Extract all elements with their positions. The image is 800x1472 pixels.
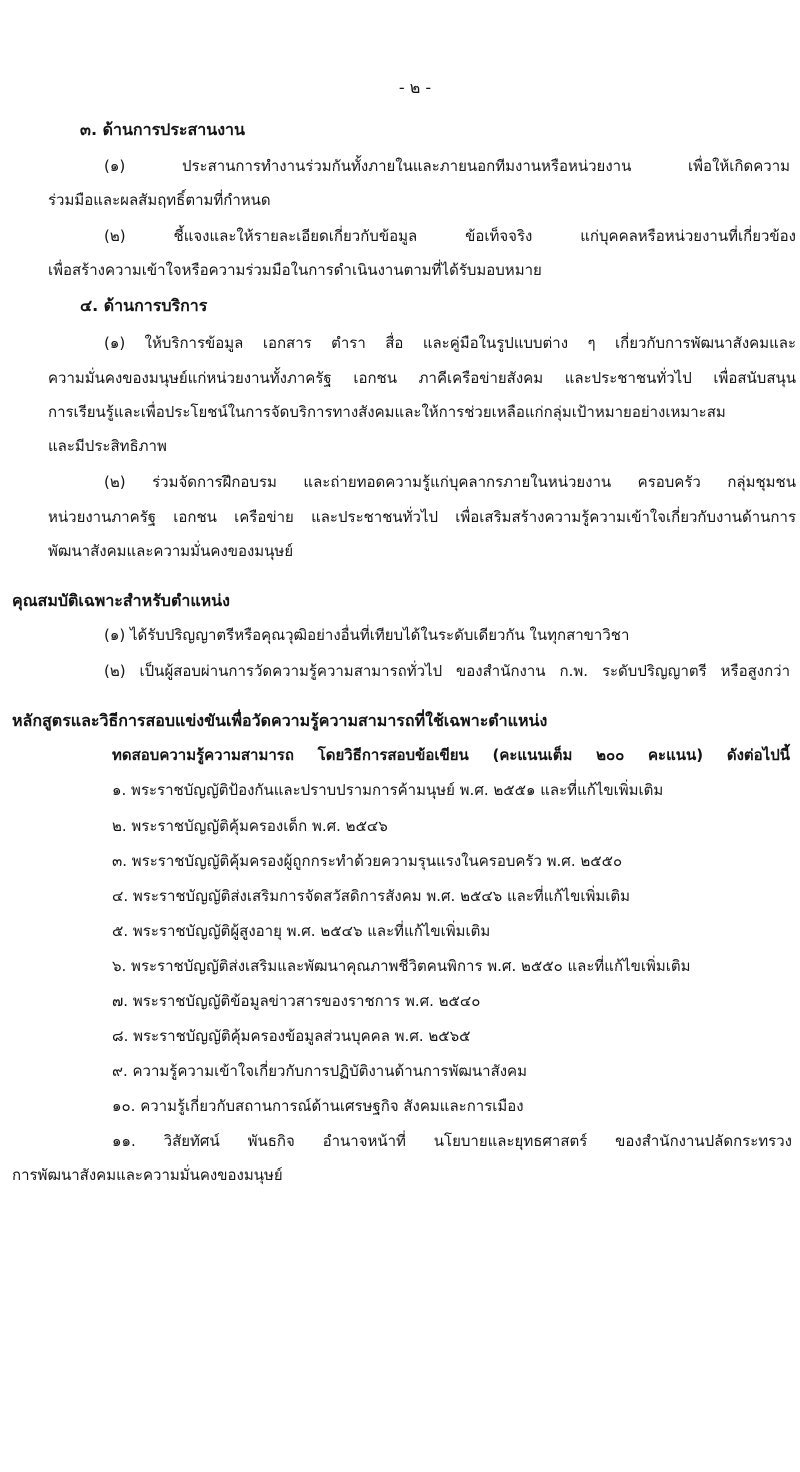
curriculum-item-10: ๑๐. ความรู้เกี่ยวกับสถานการณ์ด้านเศรษฐกิจ สังคมและการเมือง [112, 1097, 524, 1115]
curriculum-item-4: ๔. พระราชบัญญัติส่งเสริมการจัดสวัสดิการสังคม พ.ศ. ๒๕๔๖ และที่แก้ไขเพิ่มเติม [112, 887, 630, 905]
curriculum-item-9: ๙. ความรู้ความเข้าใจเกี่ยวกับการปฏิบัติงานด้านการพัฒนาสังคม [112, 1062, 527, 1080]
qualification-item-2: (๒) เป็นผู้สอบผ่านการวัดความรู้ความสามารถทั่วไป ของสำนักงาน ก.พ. ระดับปริญญาตรี หรือสูงกว่า [104, 662, 790, 680]
section-3-item-1-line-1: (๑) ประสานการทำงานร่วมกันทั้งภายในและภายนอกทีมงานหรือหน่วยงาน เพื่อให้เกิดความ [104, 157, 790, 175]
curriculum-item-1: ๑. พระราชบัญญัติป้องกันและปราบปรามการค้ามนุษย์ พ.ศ. ๒๕๕๑ และที่แก้ไขเพิ่มเติม [112, 781, 664, 799]
curriculum-item-8: ๘. พระราชบัญญัติคุ้มครองข้อมูลส่วนบุคคล พ.ศ. ๒๕๖๕ [112, 1027, 471, 1045]
section-4-heading: ๔. ด้านการบริการ [80, 296, 208, 315]
section-4-item-1-line-1: (๑) ให้บริการข้อมูล เอกสาร ตำรา สื่อ และคู่มือในรูปแบบต่าง ๆ เกี่ยวกับการพัฒนาสังคมและ [104, 334, 796, 352]
qualification-item-1: (๑) ได้รับปริญญาตรีหรือคุณวุฒิอย่างอื่นที่เทียบได้ในระดับเดียวกัน ในทุกสาขาวิชา [104, 626, 630, 644]
section-4-item-1-line-3: การเรียนรู้และเพื่อประโยชน์ในการจัดบริการทางสังคมและให้การช่วยเหลือแก่กลุ่มเป้าหมายอย่างเหมาะสม [48, 403, 726, 421]
qualifications-heading: คุณสมบัติเฉพาะสำหรับตำแหน่ง [12, 591, 230, 610]
section-4-item-1-line-4: และมีประสิทธิภาพ [48, 437, 167, 455]
section-4-item-2-line-1: (๒) ร่วมจัดการฝึกอบรม และถ่ายทอดความรู้แก่บุคลากรภายในหน่วยงาน ครอบครัว กลุ่มชุมชน [104, 473, 796, 491]
page-number: - ๒ - [398, 78, 432, 97]
curriculum-item-2: ๒. พระราชบัญญัติคุ้มครองเด็ก พ.ศ. ๒๕๔๖ [112, 817, 388, 835]
curriculum-item-3: ๓. พระราชบัญญัติคุ้มครองผู้ถูกกระทำด้วยความรุนแรงในครอบครัว พ.ศ. ๒๕๕๐ [112, 852, 623, 870]
curriculum-subheading: ทดสอบความรู้ความสามารถ โดยวิธีการสอบข้อเขียน (คะแนนเต็ม ๒๐๐ คะแนน) ดังต่อไปนี้ [112, 746, 790, 764]
section-3-item-2-line-2: เพื่อสร้างความเข้าใจหรือความร่วมมือในการดำเนินงานตามที่ได้รับมอบหมาย [48, 261, 542, 279]
section-4-item-1-line-2: ความมั่นคงของมนุษย์แก่หน่วยงานทั้งภาครัฐ เอกชน ภาคีเครือข่ายสังคม และประชาชนทั่วไป เพื่อสนับสนุน [48, 369, 796, 387]
section-4-item-2-line-2: หน่วยงานภาครัฐ เอกชน เครือข่าย และประชาชนทั่วไป เพื่อเสริมสร้างความรู้ความเข้าใจเกี่ยวกับงานด้านการ [48, 508, 796, 526]
section-3-item-1-line-2: ร่วมมือและผลสัมฤทธิ์ตามที่กำหนด [48, 191, 271, 209]
curriculum-item-6: ๖. พระราชบัญญัติส่งเสริมและพัฒนาคุณภาพชีวิตคนพิการ พ.ศ. ๒๕๕๐ และที่แก้ไขเพิ่มเติม [112, 957, 691, 975]
curriculum-heading: หลักสูตรและวิธีการสอบแข่งขันเพื่อวัดความรู้ความสามารถที่ใช้เฉพาะตำแหน่ง [12, 711, 548, 730]
curriculum-item-5: ๕. พระราชบัญญัติผู้สูงอายุ พ.ศ. ๒๕๔๖ และที่แก้ไขเพิ่มเติม [112, 922, 491, 940]
curriculum-item-11: ๑๑. วิสัยทัศน์ พันธกิจ อำนาจหน้าที่ นโยบายและยุทธศาสตร์ ของสำนักงานปลัดกระทรวง [112, 1132, 792, 1150]
section-4-item-2-line-3: พัฒนาสังคมและความมั่นคงของมนุษย์ [48, 542, 294, 560]
curriculum-item-11-line-2: การพัฒนาสังคมและความมั่นคงของมนุษย์ [12, 1166, 283, 1184]
curriculum-item-7: ๗. พระราชบัญญัติข้อมูลข่าวสารของราชการ พ.ศ. ๒๕๔๐ [112, 992, 481, 1010]
section-3-item-2-line-1: (๒) ชี้แจงและให้รายละเอียดเกี่ยวกับข้อมูล ข้อเท็จจริง แก่บุคคลหรือหน่วยงานที่เกี่ยวข้อง [104, 227, 796, 245]
section-3-heading: ๓. ด้านการประสานงาน [80, 120, 245, 139]
